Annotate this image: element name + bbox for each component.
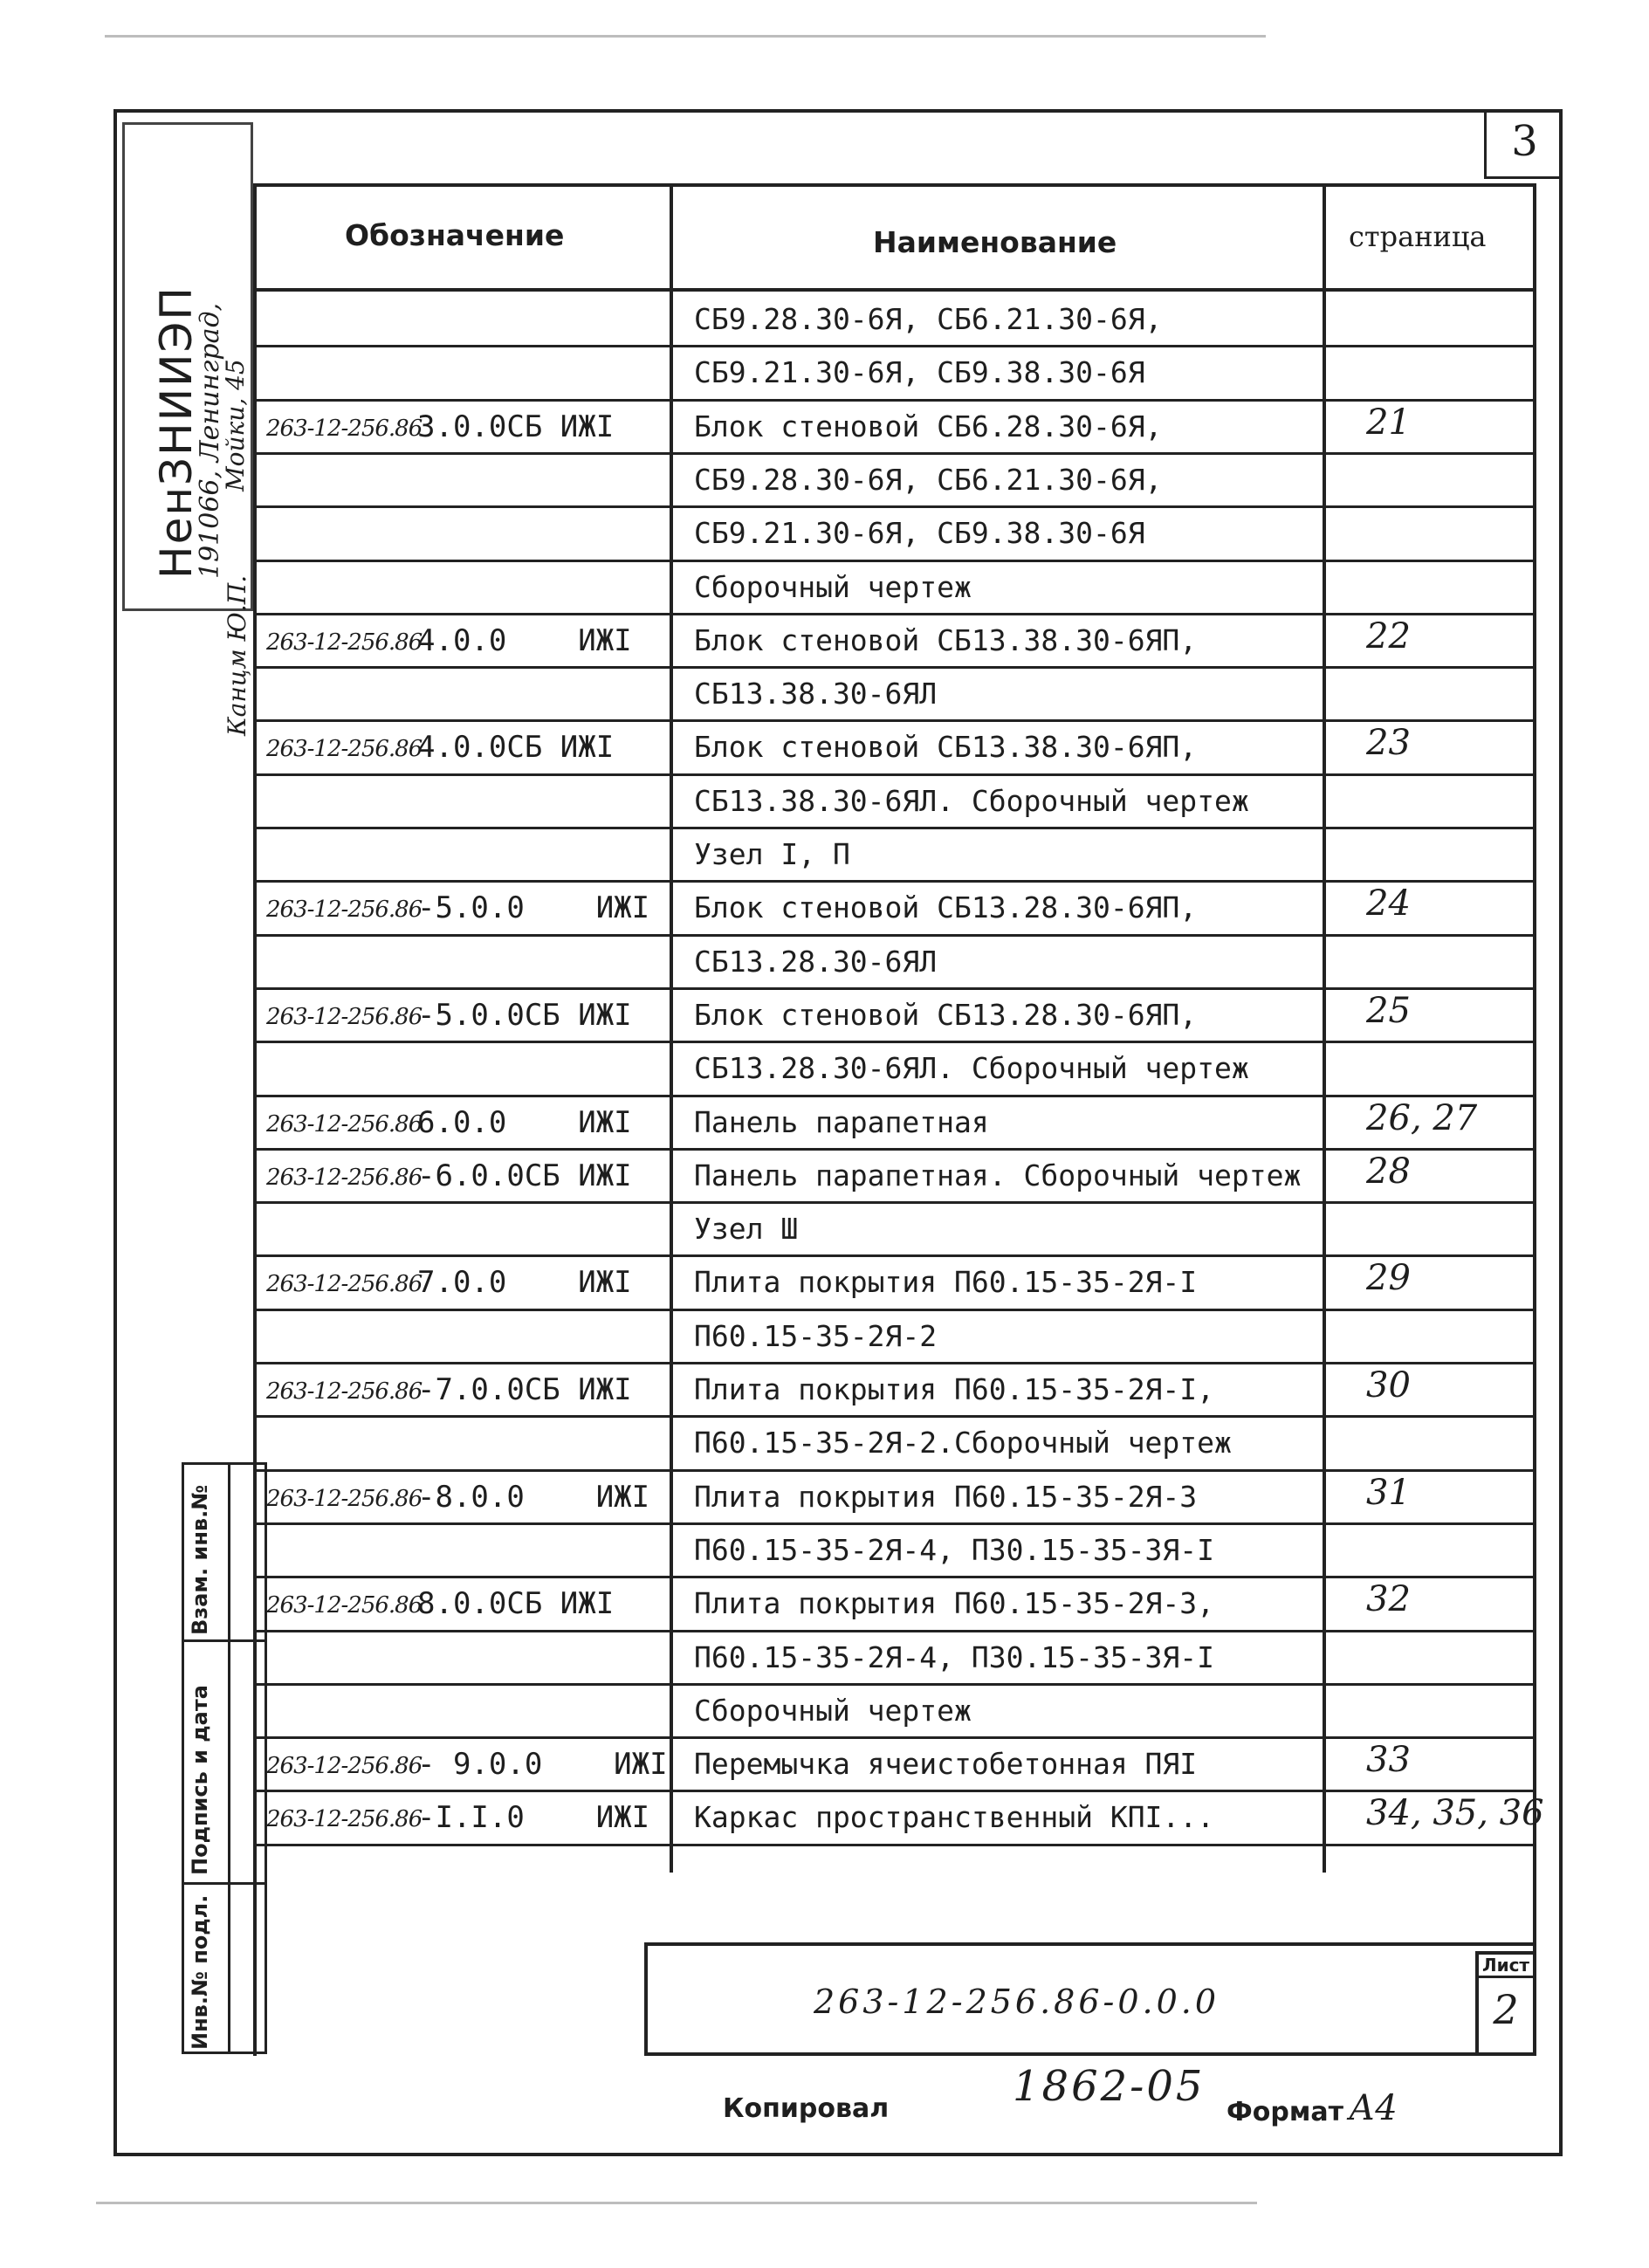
row-name: СБ13.38.30-6ЯЛ: [694, 677, 938, 711]
row-rule: [255, 452, 1533, 455]
row-rule: [255, 987, 1533, 990]
row-page: 34, 35, 36: [1366, 1793, 1544, 1834]
row-page: 28: [1366, 1151, 1411, 1192]
title-block: [644, 1942, 1536, 2056]
label-inv-orig: Инв.№ подл.: [188, 1894, 212, 2050]
header-page: страница: [1349, 220, 1487, 253]
row-page: 23: [1366, 723, 1411, 764]
row-rule: [255, 1095, 1533, 1097]
row-name: СБ9.28.30-6Я, СБ6.21.30-6Я,: [694, 462, 1163, 497]
row-rule: [255, 1576, 1533, 1578]
row-designation-code: 3.0.0СБ ИЖI: [417, 409, 615, 444]
row-designation-prefix: 263-12-256.86: [266, 1378, 423, 1405]
row-name: П60.15-35-2Я-4, П30.15-35-3Я-I: [694, 1639, 1215, 1674]
row-designation-prefix: 263-12-256.86: [266, 1271, 423, 1298]
scan-noise-bottom: [96, 2202, 1257, 2204]
scan-noise-top: [105, 35, 1266, 38]
row-rule: [255, 1309, 1533, 1311]
row-designation-prefix: 263-12-256.86: [266, 629, 423, 656]
row-rule: [255, 1041, 1533, 1043]
row-designation-code: -I.I.0 ИЖI: [417, 1800, 650, 1836]
row-rule: [255, 1148, 1533, 1151]
row-name: Сборочный чертеж: [694, 1693, 972, 1728]
row-designation-code: - 9.0.0 ИЖI: [417, 1747, 668, 1783]
row-designation-prefix: 263-12-256.86: [266, 1003, 423, 1030]
row-name: Каркас пространственный КПI...: [694, 1800, 1215, 1835]
row-page: 33: [1366, 1740, 1411, 1781]
row-rule: [255, 1469, 1533, 1472]
row-rule: [255, 1522, 1533, 1525]
row-name: СБ13.38.30-6ЯЛ. Сборочный чертеж: [694, 783, 1249, 818]
row-designation-code: -6.0.0СБ ИЖI: [417, 1158, 632, 1193]
format-label: Формат: [1226, 2097, 1343, 2127]
org-stamp: [122, 122, 253, 736]
sheet-label: Лист: [1479, 1955, 1533, 1978]
row-rule: [255, 560, 1533, 562]
row-designation-prefix: 263-12-256.86: [266, 415, 423, 442]
row-rule: [255, 1844, 1533, 1846]
row-designation-prefix: 263-12-256.86: [266, 1753, 423, 1780]
org-address: 191066, Ленинград,: [195, 302, 225, 579]
header-name: Наименование: [873, 225, 1117, 259]
row-page: 32: [1366, 1579, 1411, 1620]
row-name: Панель парапетная. Сборочный чертеж: [694, 1158, 1302, 1192]
org-name: НенЗНИИЭП: [151, 285, 202, 579]
row-name: Перемычка ячеистобетонная ПЯI: [694, 1747, 1198, 1782]
row-name: Плита покрытия П60.15-35-2Я-3,: [694, 1586, 1215, 1621]
row-rule: [255, 1415, 1533, 1418]
row-designation-code: -5.0.0СБ ИЖI: [417, 997, 632, 1033]
row-designation-code: -5.0.0 ИЖI: [417, 890, 650, 926]
row-rule: [255, 1736, 1533, 1739]
row-designation-code: -7.0.0СБ ИЖI: [417, 1372, 632, 1407]
format-value: А4: [1349, 2088, 1398, 2128]
header-designation: Обозначение: [345, 218, 565, 252]
signature: Канцм Ю.П.: [223, 574, 251, 736]
col-sep-1: [670, 183, 673, 1873]
row-designation-code: 4.0.0СБ ИЖI: [417, 730, 615, 766]
row-name: Сборочный чертеж: [694, 569, 972, 604]
row-designation-prefix: 263-12-256.86: [266, 1592, 423, 1619]
row-designation-prefix: 263-12-256.86: [266, 1164, 423, 1191]
row-name: Узел Ш: [694, 1212, 799, 1247]
row-name: СБ13.28.30-6ЯЛ. Сборочный чертеж: [694, 1051, 1249, 1086]
row-name: Блок стеновой СБ13.38.30-6ЯП,: [694, 730, 1198, 765]
row-designation-code: -8.0.0 ИЖI: [417, 1479, 650, 1515]
row-rule: [255, 934, 1533, 937]
row-rule: [255, 719, 1533, 722]
copied-number: 1862-05: [1013, 2062, 1206, 2111]
row-rule: [255, 1362, 1533, 1364]
row-rule: [255, 1630, 1533, 1632]
corner-number: 3: [1511, 117, 1538, 166]
row-name: П60.15-35-2Я-4, П30.15-35-3Я-I: [694, 1532, 1215, 1567]
row-designation-prefix: 263-12-256.86: [266, 897, 423, 924]
row-rule: [255, 773, 1533, 776]
header-bottom: [253, 288, 1536, 292]
row-rule: [255, 827, 1533, 829]
row-rule: [255, 1254, 1533, 1257]
row-page: 25: [1366, 990, 1411, 1031]
row-rule: [255, 1683, 1533, 1686]
org-address-2: Мойки, 45: [221, 359, 250, 491]
table-frame-right: [1533, 183, 1536, 2056]
sheet-number: 2: [1493, 1986, 1519, 2033]
sheet-box: [1475, 1951, 1536, 2056]
row-rule: [255, 345, 1533, 347]
row-page: 22: [1366, 615, 1411, 656]
row-name: Блок стеновой СБ6.28.30-6Я,: [694, 409, 1163, 443]
row-name: Плита покрытия П60.15-35-2Я-I: [694, 1265, 1198, 1300]
row-name: Блок стеновой СБ13.38.30-6ЯП,: [694, 622, 1198, 657]
row-page: 31: [1366, 1472, 1411, 1513]
row-name: Блок стеновой СБ13.28.30-6ЯП,: [694, 997, 1198, 1032]
row-name: СБ9.21.30-6Я, СБ9.38.30-6Я: [694, 516, 1145, 551]
col-sep-2: [1323, 183, 1326, 1873]
row-page: 30: [1366, 1365, 1411, 1405]
row-designation-code: 7.0.0 ИЖI: [417, 1265, 632, 1301]
row-name: СБ13.28.30-6ЯЛ: [694, 944, 938, 979]
corner-number-box: [1484, 109, 1563, 179]
row-page: 21: [1366, 402, 1411, 443]
row-rule: [255, 399, 1533, 402]
row-designation-prefix: 263-12-256.86: [266, 1110, 423, 1137]
row-rule: [255, 1201, 1533, 1204]
row-rule: [255, 666, 1533, 669]
row-name: Блок стеновой СБ13.28.30-6ЯП,: [694, 890, 1198, 925]
doc-code: 263-12-256.86-0.0.0: [814, 1983, 1220, 2021]
row-designation-prefix: 263-12-256.86: [266, 736, 423, 763]
row-name: Плита покрытия П60.15-35-2Я-3: [694, 1479, 1198, 1514]
row-page: 24: [1366, 883, 1411, 924]
row-page: 29: [1366, 1258, 1411, 1299]
row-name: СБ9.21.30-6Я, СБ9.38.30-6Я: [694, 355, 1145, 390]
row-name: СБ9.28.30-6Я, СБ6.21.30-6Я,: [694, 302, 1163, 336]
copied-label: Копировал: [723, 2093, 890, 2124]
row-rule: [255, 1790, 1533, 1792]
row-name: Панель парапетная: [694, 1104, 989, 1139]
row-rule: [255, 880, 1533, 883]
label-swap-inv: Взам. инв.№: [188, 1484, 212, 1635]
row-designation-code: 4.0.0 ИЖI: [417, 622, 632, 658]
row-name: Плита покрытия П60.15-35-2Я-I,: [694, 1372, 1215, 1406]
row-designation-code: 8.0.0СБ ИЖI: [417, 1586, 615, 1622]
row-name: П60.15-35-2Я-2.Сборочный чертеж: [694, 1426, 1232, 1460]
row-designation-code: 6.0.0 ИЖI: [417, 1104, 632, 1140]
row-name: Узел I, П: [694, 837, 850, 871]
row-page: 26, 27: [1366, 1097, 1478, 1138]
row-designation-prefix: 263-12-256.86: [266, 1485, 423, 1512]
row-rule: [255, 613, 1533, 615]
row-name: П60.15-35-2Я-2: [694, 1318, 938, 1353]
row-rule: [255, 505, 1533, 508]
row-designation-prefix: 263-12-256.86: [266, 1806, 423, 1833]
label-sign-date: Подпись и дата: [188, 1685, 212, 1875]
